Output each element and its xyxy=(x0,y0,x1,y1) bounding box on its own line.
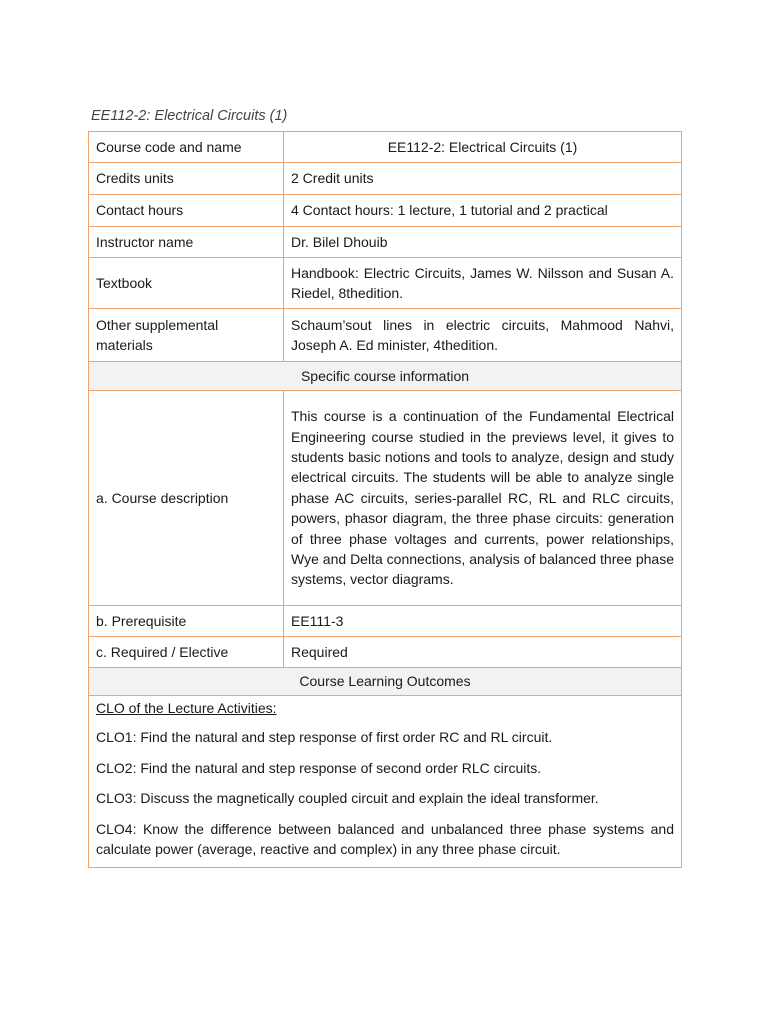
course-description-label: a. Course description xyxy=(89,391,284,606)
table-row xyxy=(89,637,682,668)
table-row xyxy=(89,195,682,227)
section-header-row xyxy=(89,668,682,696)
section-header-row xyxy=(89,362,682,391)
table-row xyxy=(89,132,682,163)
course-description-value: This course is a continuation of the Fundamental Electrical Engineering course studied in the previews level, it gives to students basic notions and tools to analyze, design and study electrical circuits. The students will be able to analyze single phase AC circuits, series-parallel RC, RL and RLC circuits, powers, phasor diagram, the three phase circuits: generation of three phase voltages and currents, power relationships, Wye and Delta connections, analysis of balanced three phase systems, vector diagrams. xyxy=(284,391,682,606)
textbook-label: Textbook xyxy=(89,258,284,309)
table-row xyxy=(89,309,682,362)
table-row xyxy=(89,696,682,868)
learning-outcomes-heading: Course Learning Outcomes xyxy=(89,668,682,696)
table-row xyxy=(89,391,682,606)
supplemental-label: Other supplemental materials xyxy=(89,309,284,362)
supplemental-value: Schaum’sout lines in electric circuits, Mahmood Nahvi, Joseph A. Ed minister, 4thedition. xyxy=(284,309,682,362)
document-title: EE112-2: Electrical Circuits (1) xyxy=(91,108,288,124)
specific-course-info-heading: Specific course information xyxy=(89,362,682,391)
clo-item-2: CLO2: Find the natural and step response of second order RLC circuits. xyxy=(96,759,542,776)
clo-item-1: CLO1: Find the natural and step response of first order RC and RL circuit. xyxy=(96,729,553,746)
prerequisite-label: b. Prerequisite xyxy=(89,606,284,637)
credits-value: 2 Credit units xyxy=(284,163,682,195)
contact-hours-label: Contact hours xyxy=(89,195,284,227)
course-info-table xyxy=(88,131,682,868)
prerequisite-value: EE111-3 xyxy=(284,606,682,637)
required-elective-label: c. Required / Elective xyxy=(89,637,284,668)
instructor-label: Instructor name xyxy=(89,227,284,258)
table-row xyxy=(89,258,682,309)
clo-subheading: CLO of the Lecture Activities: xyxy=(96,700,277,716)
course-code-label: Course code and name xyxy=(89,132,284,163)
clo-cell xyxy=(89,696,682,868)
clo-item-4: CLO4: Know the difference between balanced and unbalanced three phase systems and calculate power (average, reactive and complex) in any three phase circuit. xyxy=(96,820,674,858)
table-row xyxy=(89,606,682,637)
textbook-value: Handbook: Electric Circuits, James W. Nilsson and Susan A. Riedel, 8thedition. xyxy=(284,258,682,309)
table-row xyxy=(89,227,682,258)
course-code-value: EE112-2: Electrical Circuits (1) xyxy=(284,132,682,163)
instructor-value: Dr. Bilel Dhouib xyxy=(284,227,682,258)
required-elective-value: Required xyxy=(284,637,682,668)
contact-hours-value: 4 Contact hours: 1 lecture, 1 tutorial and 2 practical xyxy=(284,195,682,227)
clo-block xyxy=(89,696,681,867)
table-row xyxy=(89,163,682,195)
credits-label: Credits units xyxy=(89,163,284,195)
clo-item-3: CLO3: Discuss the magnetically coupled circuit and explain the ideal transformer. xyxy=(96,790,599,807)
